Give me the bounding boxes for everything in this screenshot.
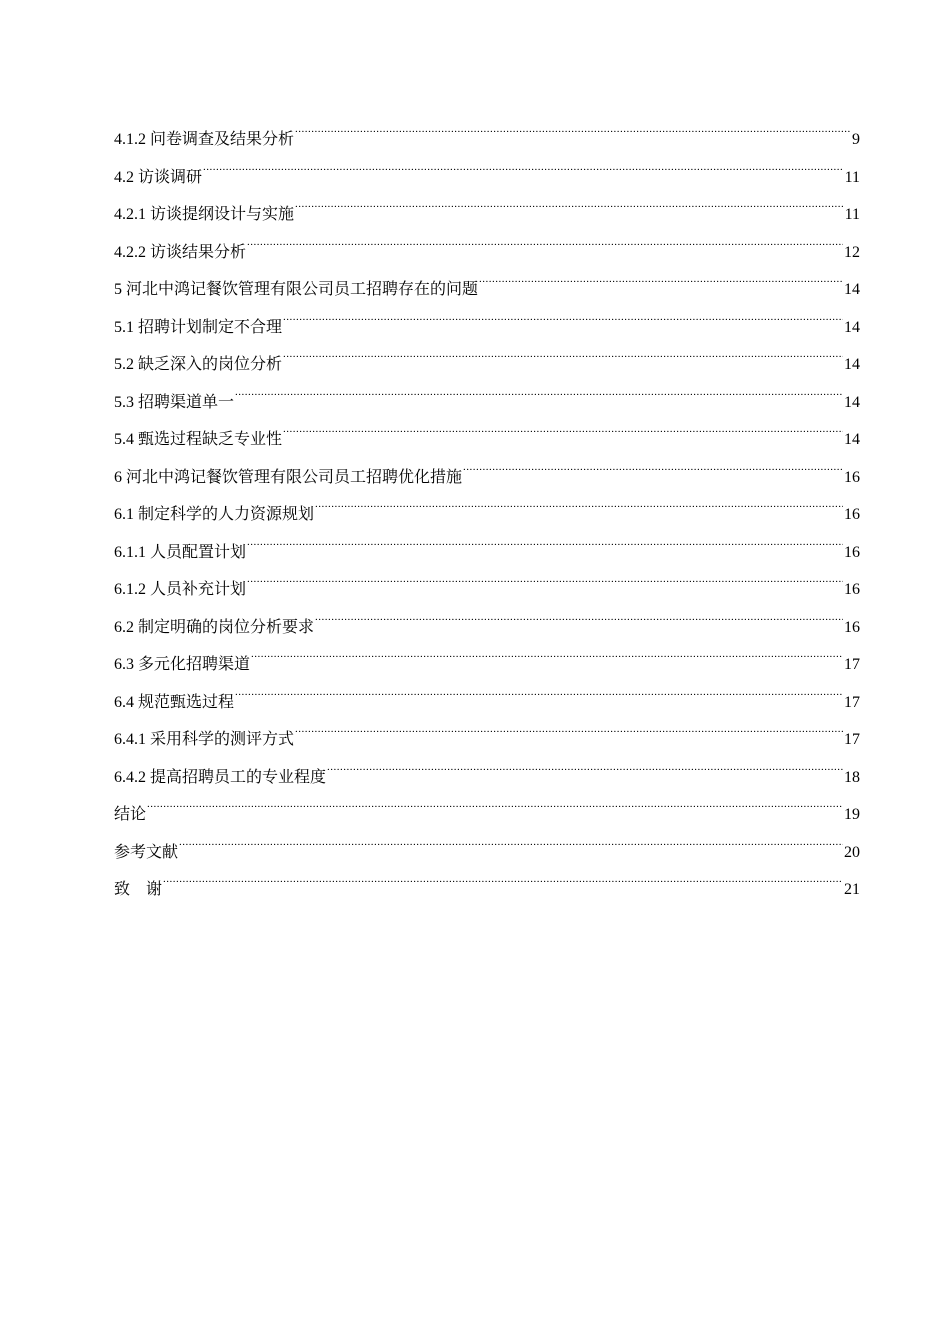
toc-entry-title: 5.3 招聘渠道单一: [114, 393, 235, 411]
toc-entry-title: 5.4 甄选过程缺乏专业性: [114, 431, 283, 448]
toc-entry-page: 16: [844, 543, 860, 561]
toc-entry[interactable]: [114, 645, 860, 683]
toc-dot-leader: [295, 720, 843, 744]
toc-dot-leader: [247, 233, 843, 257]
toc-entry-title: 4.1.2 问卷调查及结果分析: [114, 131, 295, 148]
toc-entry-title: 6.1.2 人员补充计划: [114, 581, 247, 598]
toc-entry-page: 21: [844, 881, 860, 898]
toc-entry-page: 9: [852, 131, 860, 148]
toc-entry-page: 16: [844, 618, 860, 636]
toc-entry-page: 17: [844, 656, 860, 673]
toc-entry[interactable]: [114, 833, 860, 871]
toc-entry[interactable]: [114, 458, 860, 496]
toc-dot-leader: [463, 458, 843, 482]
toc-entry-title: 6.4.1 采用科学的测评方式: [114, 731, 295, 748]
toc-entry-title: 6.4.2 提高招聘员工的专业程度: [114, 768, 327, 786]
toc-entry[interactable]: [114, 795, 860, 833]
toc-dot-leader: [247, 570, 843, 594]
toc-dot-leader: [327, 758, 843, 782]
toc-dot-leader: [283, 345, 843, 369]
toc-entry-page: 11: [844, 168, 860, 186]
toc-entry-title: 5.2 缺乏深入的岗位分析: [114, 356, 283, 373]
toc-dot-leader: [283, 420, 843, 444]
toc-dot-leader: [147, 795, 843, 819]
toc-entry[interactable]: [114, 720, 860, 758]
toc-dot-leader: [247, 533, 843, 557]
toc-entry[interactable]: [114, 870, 860, 908]
toc-entry-title: 5 河北中鸿记餐饮管理有限公司员工招聘存在的问题: [114, 281, 479, 298]
toc-entry[interactable]: [114, 308, 860, 346]
toc-entry[interactable]: [114, 608, 860, 646]
toc-entry[interactable]: [114, 533, 860, 571]
toc-entry[interactable]: [114, 683, 860, 721]
toc-entry[interactable]: [114, 120, 860, 158]
toc-dot-leader: [251, 645, 843, 669]
toc-entry-page: 17: [844, 731, 860, 748]
toc-entry-page: 14: [844, 281, 860, 298]
toc-entry[interactable]: [114, 345, 860, 383]
toc-dot-leader: [235, 383, 843, 407]
toc-entry-page: 16: [844, 581, 860, 598]
toc-entry-page: 17: [844, 693, 860, 711]
toc-entry-title: 5.1 招聘计划制定不合理: [114, 318, 283, 336]
toc-dot-leader: [163, 870, 843, 894]
toc-entry-page: 20: [844, 843, 860, 861]
toc-dot-leader: [295, 120, 851, 144]
toc-dot-leader: [203, 158, 844, 182]
toc-entry-page: 16: [844, 506, 860, 523]
toc-entry-title: 4.2.2 访谈结果分析: [114, 243, 247, 261]
toc-entry-title: 6.3 多元化招聘渠道: [114, 656, 251, 673]
toc-dot-leader: [283, 308, 843, 332]
toc-entry[interactable]: [114, 195, 860, 233]
toc-entry-title: 参考文献: [114, 843, 179, 861]
toc-entry-page: 18: [844, 768, 860, 786]
toc-entry[interactable]: [114, 233, 860, 271]
toc-entry-title: 6.1.1 人员配置计划: [114, 543, 247, 561]
toc-entry[interactable]: [114, 570, 860, 608]
toc-entry-page: 14: [844, 393, 860, 411]
toc-entry-page: 14: [844, 431, 860, 448]
toc-entry[interactable]: [114, 383, 860, 421]
toc-entry[interactable]: [114, 495, 860, 533]
table-of-contents: [114, 120, 860, 908]
toc-entry-title: 6 河北中鸿记餐饮管理有限公司员工招聘优化措施: [114, 468, 463, 486]
toc-entry-title: 6.4 规范甄选过程: [114, 693, 235, 711]
toc-entry-title: 6.1 制定科学的人力资源规划: [114, 506, 315, 523]
toc-entry-title: 结论: [114, 806, 147, 823]
toc-dot-leader: [295, 195, 844, 219]
toc-dot-leader: [179, 833, 843, 857]
toc-entry[interactable]: [114, 158, 860, 196]
toc-entry-title: 4.2.1 访谈提纲设计与实施: [114, 206, 295, 223]
toc-entry-title: 4.2 访谈调研: [114, 168, 203, 186]
toc-entry-page: 11: [844, 206, 860, 223]
toc-dot-leader: [479, 270, 843, 294]
toc-entry[interactable]: [114, 420, 860, 458]
toc-entry-page: 14: [844, 318, 860, 336]
toc-entry[interactable]: [114, 758, 860, 796]
toc-entry-page: 16: [844, 468, 860, 486]
toc-entry-page: 14: [844, 356, 860, 373]
toc-dot-leader: [315, 608, 843, 632]
toc-entry-title: 6.2 制定明确的岗位分析要求: [114, 618, 315, 636]
toc-dot-leader: [235, 683, 843, 707]
toc-entry-page: 12: [844, 243, 860, 261]
toc-entry-title: 致 谢: [114, 881, 163, 898]
toc-entry[interactable]: [114, 270, 860, 308]
toc-entry-page: 19: [844, 806, 860, 823]
toc-dot-leader: [315, 495, 843, 519]
